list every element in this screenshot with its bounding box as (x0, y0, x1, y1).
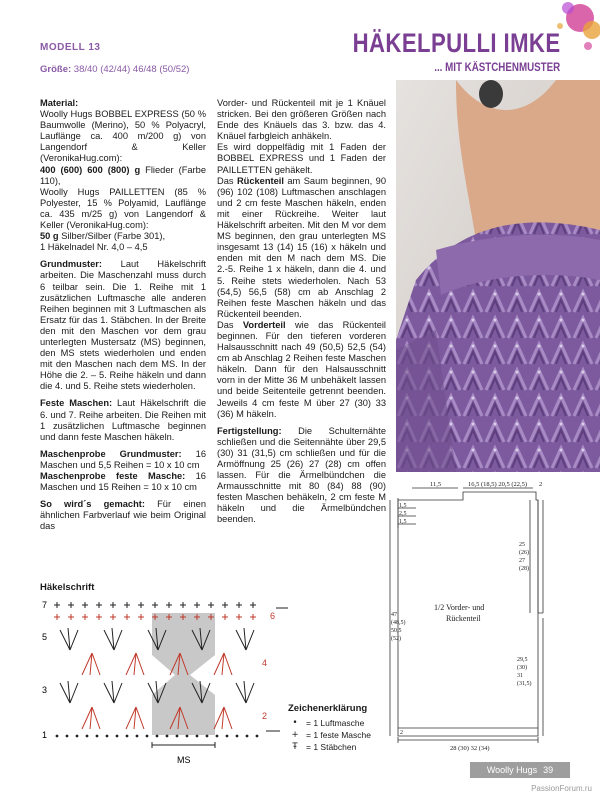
dim-top-small: 2 (539, 481, 543, 488)
legend-title: Zeichenerklärung (288, 703, 368, 714)
finishing-paragraph (217, 426, 386, 526)
feste-maschen-label: Feste Maschen: (40, 398, 113, 409)
model-number: MODELL 13 (40, 42, 101, 53)
front-text: wie das Rückenteil beginnen. Für den tieferen vorderen Halsausschnitt nach 49 (50,5) 52,5 (54) cm ab Anschlag 2 Reihen feste Maschen häkeln. Dann für den Halsausschnitt vorn in der Mitte 36 M unbehäkelt lassen und beide Seitenteile getrennt beenden. Jeweils 4 cm feste M über 27 (30) 33 (36) M häkeln. (217, 319, 386, 419)
dim-armhole-3: 27 (519, 558, 525, 564)
dim-armhole-4: (28) (519, 566, 529, 572)
material-section (40, 98, 206, 253)
row-7-stitches (54, 602, 256, 608)
crochet-chart (40, 595, 290, 775)
legend-label-chain: = 1 Luftmasche (306, 718, 365, 728)
footer-brand: Woolly Hugs (486, 765, 538, 775)
size-line (40, 64, 189, 75)
feste-maschen-text: Laut Häkelschrift die 6. und 7. Reihe arbeiten. Die Reihen mit 1 zusätzlichen Luftmasche beginnen und dann feste Maschen häkeln. (40, 398, 206, 442)
dim-side-4: (31,5) (517, 681, 532, 687)
dim-total-height-1: 47 (391, 612, 397, 618)
sweater-photo-illustration (396, 80, 600, 472)
row-number-1: 1 (42, 730, 48, 740)
instructions-column-1 (40, 98, 206, 538)
row-number-6: 6 (270, 611, 276, 621)
single-crochet-icon: + (291, 730, 299, 740)
double-crochet-icon: Ŧ (292, 742, 298, 752)
schematic-label-line-2: Rückenteil (446, 614, 481, 623)
material-color: Flieder (Farbe 110), (40, 164, 206, 186)
ms-label: MS (177, 755, 191, 765)
row-6-stitches (54, 614, 256, 620)
gauge-label-1: Maschenprobe Grundmuster: (40, 448, 182, 459)
grundmuster-section (40, 259, 206, 392)
material-text: Woolly Hugs BOBBEL EXPRESS (50 % Baumwolle (Merino), 50 % Polyacryl, Lauflänge ca. 400 m/200 g) von Langendorf & Keller (VeronikaHug.com): (40, 109, 206, 164)
feste-maschen-section (40, 398, 206, 442)
page-footer (470, 762, 570, 778)
dim-armhole-2: (26) (519, 550, 529, 556)
instructions-column-2 (217, 98, 386, 532)
back-label: Rückenteil (236, 175, 284, 186)
dim-total-height-2: (48,5) (391, 620, 406, 626)
legend-label-double: = 1 Stäbchen (306, 742, 357, 752)
material-label: Material: (40, 98, 79, 108)
back-text: am Saum beginnen, 90 (96) 102 (108) Luftmaschen anschlagen und 2 cm feste Maschen häkeln, enden mit einer Rückreihe. Weiter laut Häkelschrift arbeiten. Mit den M vor dem MS beginnen, den grau unterlegten MS insgesamt 13 (14) 15 (16) x häkeln und enden mit den M nach dem MS. Die 2.-5. Reihe 1 x häkeln, dann die 4. und 5. Reihe stets wiederholen. Nach 53 (54,5) 56,5 (58) cm ab Anschlag 2 Reihen feste Maschen häkeln und das Rückenteil beenden. (217, 175, 386, 319)
row-number-4: 4 (262, 658, 268, 668)
dim-hem-height: 2 (400, 730, 403, 736)
dim-neck-width: 11,5 (430, 481, 442, 488)
hook-size: 1 Häkelnadel Nr. 4,0 – 4,5 (40, 242, 148, 253)
row-5-fans (60, 628, 254, 703)
dim-total-height-4: (52) (391, 636, 401, 642)
how-to-label: So wird´s gemacht: (40, 499, 145, 510)
dim-shoulder-width: 16,5 (18,5) 20,5 (22,5) (468, 481, 528, 488)
legend-item-double (288, 741, 371, 753)
size-label: Größe: (40, 64, 72, 75)
back-prefix: Das (217, 175, 237, 186)
page-title: HÄKELPULLI IMKE (352, 28, 560, 58)
gauge-label-2: Maschenprobe feste Masche: (40, 471, 186, 481)
how-to-section (40, 499, 206, 532)
schematic-label-line-1: 1/2 Vorder- und (434, 603, 485, 612)
gauge-text-2: 16 Maschen und 15 Reihen = 10 x 10 cm (40, 471, 206, 493)
dim-side-1: 29,5 (517, 657, 528, 663)
front-piece-paragraph (217, 320, 386, 420)
front-prefix: Das (217, 319, 243, 330)
material-text-2: Woolly Hugs PAILLETTEN (85 % Polyester, 15 % Polyamid, Lauflänge ca. 435 m/25 g) von Langendorf & Keller (VeronikaHug.com): (40, 186, 206, 231)
front-label: Vorderteil (242, 319, 286, 330)
model-photo (396, 80, 600, 472)
row-number-7: 7 (42, 600, 48, 610)
yarn-usage-paragraph: Vorder- und Rückenteil mit je 1 Knäuel stricken. Bei den größeren Größen nach Ende des Knäuels das 3. bzw. das 4. Knäuel farbgleich anhäkeln. (217, 98, 386, 142)
chain-stitch-icon: • (292, 718, 298, 728)
dim-left-small-2: 2,5 (399, 511, 407, 517)
dim-left-small-3: 1,5 (399, 519, 407, 525)
chart-title: Häkelschrift (40, 582, 95, 593)
legend-item-single (288, 729, 371, 741)
material-color-2: Silber/Silber (Farbe 301), (58, 231, 166, 242)
finishing-label: Fertigstellung: (217, 425, 282, 436)
garment-schematic (388, 478, 548, 758)
row-number-2: 2 (262, 711, 268, 721)
page-subtitle: ... MIT KÄSTCHENMUSTER (434, 62, 560, 74)
row-number-3: 3 (42, 685, 48, 695)
material-amount: 400 (600) 600 (800) g (40, 164, 141, 175)
dim-armhole-1: 25 (519, 542, 525, 548)
material-amount-2: 50 g (40, 231, 59, 242)
dim-bottom-width: 28 (30) 32 (34) (450, 745, 490, 752)
back-piece-paragraph (217, 176, 386, 320)
dim-total-height-3: 50,5 (391, 628, 402, 634)
page-number: 39 (543, 765, 554, 775)
dim-side-2: (30) (517, 665, 527, 671)
finishing-text: Die Schulternähte schließen und die Seitennähte über 29,5 (30) 31 (31,5) cm schließen und für die Armöffnung 25 (26) 27 (28) cm offen lassen. Für die Ärmelbündchen die Armausschnitte mit 80 (84) 88 (90) festen Maschen behäkeln, 2 cm feste M häkeln und die Ärmelbündchen beenden. (217, 425, 386, 525)
watermark-site: PassionForum.ru (531, 784, 592, 793)
dim-side-3: 31 (517, 673, 523, 679)
how-to-text: Für einen ähnlichen Farbverlauf wie beim Original das (40, 499, 206, 532)
grundmuster-text: Laut Häkelschrift arbeiten. Die Maschenzahl muss durch 6 teilbar sein. Die 1. Reihe mit 1 zusätzlichen Luftmasche alle anderen Reihen beginnen mit 3 Luftmaschen als Ersatz für das 1. Stäbchen. In der Breite den mit den Maschen vor dem grau unterlegten Mustersatz (MS) beginnen, den MS stets wiederholen und enden mit den Maschen nach dem MS. In der Höhe die 2. – 5. Reihe häkeln und dann die 4. und 5. Reihe stets wiederholen. (40, 259, 206, 392)
row-1-chain-stitches (56, 735, 259, 738)
gauge-text-1: 16 Maschen und 5,5 Reihen = 10 x 10 cm (40, 448, 206, 470)
gauge-section (40, 449, 206, 493)
ms-bracket (152, 742, 215, 748)
double-strand-paragraph: Es wird doppelfädig mit 1 Faden der BOBBEL EXPRESS und 1 Faden der PAILLETTEN gehäkelt. (217, 142, 386, 175)
row-number-5: 5 (42, 632, 48, 642)
dim-left-small-1: 1,5 (399, 503, 407, 509)
grundmuster-label: Grundmuster: (40, 259, 102, 270)
legend-item-chain (288, 717, 371, 729)
size-value: 38/40 (42/44) 46/48 (50/52) (71, 64, 190, 75)
stitch-legend (288, 703, 371, 753)
legend-label-single: = 1 feste Masche (306, 730, 371, 740)
